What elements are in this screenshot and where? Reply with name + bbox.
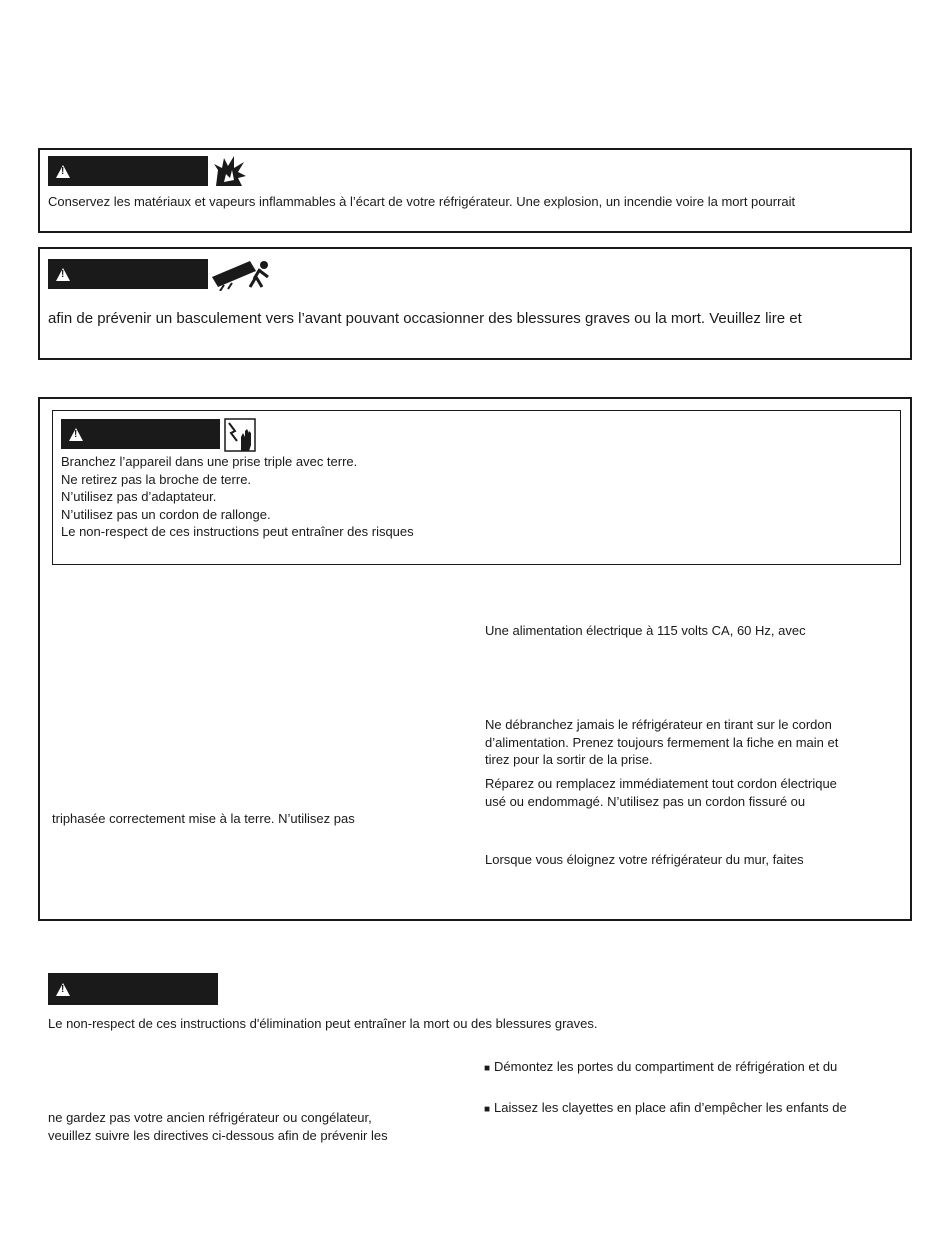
electrical-right-paragraph-3-line: usé ou endommagé. N’utilisez pas un cordon fissuré ou <box>485 793 806 809</box>
warning-triangle-icon <box>56 983 70 996</box>
warning-line: Branchez l’appareil dans une prise triple avec terre. <box>61 454 358 469</box>
warning-label-bar <box>61 419 220 449</box>
bullet-text: Démontez les portes du compartiment de réfrigération et du <box>494 1059 838 1074</box>
bullet-square-icon: ■ <box>484 1063 491 1074</box>
disposal-left-line: veuillez suivre les directives ci-dessous afin de prévenir les <box>48 1127 388 1143</box>
electrical-right-paragraph-2-line: tirez pour la sortir de la prise. <box>485 752 653 767</box>
warning-label-bar <box>48 259 208 289</box>
bullet-square-icon: ■ <box>484 1104 491 1115</box>
tip-over-icon <box>210 255 274 291</box>
disposal-left-line: ne gardez pas votre ancien réfrigérateur ou congélateur, <box>48 1110 372 1125</box>
electric-shock-icon <box>223 417 257 453</box>
warning-triangle-icon <box>56 268 70 281</box>
warning-label-bar <box>48 156 208 186</box>
electrical-right-paragraph-2-line: d’alimentation. Prenez toujours fermement la fiche en main et <box>485 734 839 750</box>
electrical-right-paragraph-2-line: Ne débranchez jamais le réfrigérateur en tirant sur le cordon <box>485 717 832 732</box>
electrical-shock-warning-box <box>52 410 901 565</box>
warning-triangle-icon <box>56 165 70 178</box>
electrical-right-paragraph-3-line: Réparez ou remplacez immédiatement tout cordon électrique <box>485 776 837 791</box>
tip-over-warning-text: afin de prévenir un basculement vers l’avant pouvant occasionner des blessures graves ou la mort. Veuillez lire et <box>48 310 802 327</box>
electrical-right-paragraph-1: Une alimentation électrique à 115 volts CA, 60 Hz, avec <box>485 623 806 638</box>
warning-line: N’utilisez pas d’adaptateur. <box>61 489 217 504</box>
disposal-intro-text: Le non-respect de ces instructions d'élimination peut entraîner la mort ou des blessures graves. <box>48 1016 598 1031</box>
warning-line: Ne retirez pas la broche de terre. <box>61 471 252 487</box>
electrical-left-text: triphasée correctement mise à la terre. N’utilisez pas <box>52 811 355 826</box>
explosion-icon <box>212 154 248 188</box>
electrical-section-box <box>38 397 912 921</box>
tip-over-warning-box <box>38 247 912 360</box>
warning-line: N’utilisez pas un cordon de rallonge. <box>61 506 271 522</box>
warning-line: Le non-respect de ces instructions peut entraîner des risques <box>61 524 414 539</box>
warning-triangle-icon <box>69 428 83 441</box>
disposal-warning-label-bar <box>48 973 218 1005</box>
disposal-bullet-item <box>484 1058 837 1078</box>
flammable-warning-box <box>38 148 912 233</box>
flammable-warning-text: Conservez les matériaux et vapeurs inflammables à l’écart de votre réfrigérateur. Une explosion, un incendie voire la mort pourrait <box>48 194 796 209</box>
bullet-text: Laissez les clayettes en place afin d’empêcher les enfants de <box>494 1100 847 1115</box>
disposal-bullet-item <box>484 1099 847 1119</box>
electrical-right-paragraph-4: Lorsque vous éloignez votre réfrigérateur du mur, faites <box>485 852 804 867</box>
